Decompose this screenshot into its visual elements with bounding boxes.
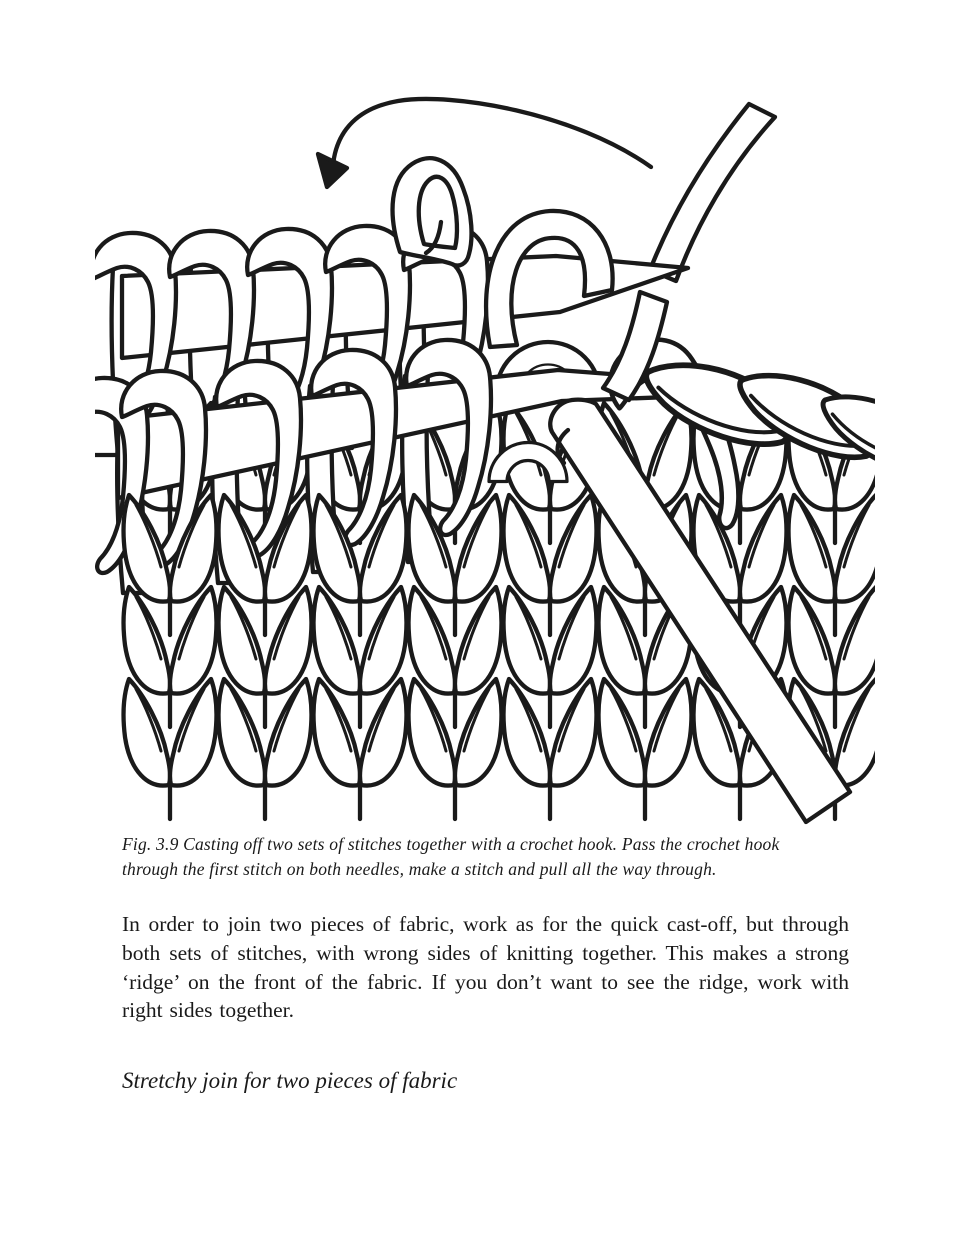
knitting-figure <box>95 90 875 825</box>
figure-caption <box>122 832 864 881</box>
yarn-strand-upper <box>650 104 775 281</box>
body-paragraph: In order to join two pieces of fabric, work as for the quick cast-off, but through both sets of stitches, with wrong sides of knitting together. This makes a strong ‘ridge’ on the front of the fabric. If you don’t want to see the ridge, work with right sides together. <box>122 912 849 1023</box>
section-subheading: Stretchy join for two pieces of fabric <box>122 1068 458 1093</box>
figure-caption-line-1: Fig. 3.9 Casting off two sets of stitches together with a crochet hook. Pass the crochet hook <box>122 834 780 854</box>
direction-arrow-head <box>318 154 347 187</box>
knitting-illustration <box>95 90 875 825</box>
direction-arrow <box>333 99 651 167</box>
figure-caption-line-2: through the first stitch on both needles, make a stitch and pull all the way through. <box>122 858 717 879</box>
